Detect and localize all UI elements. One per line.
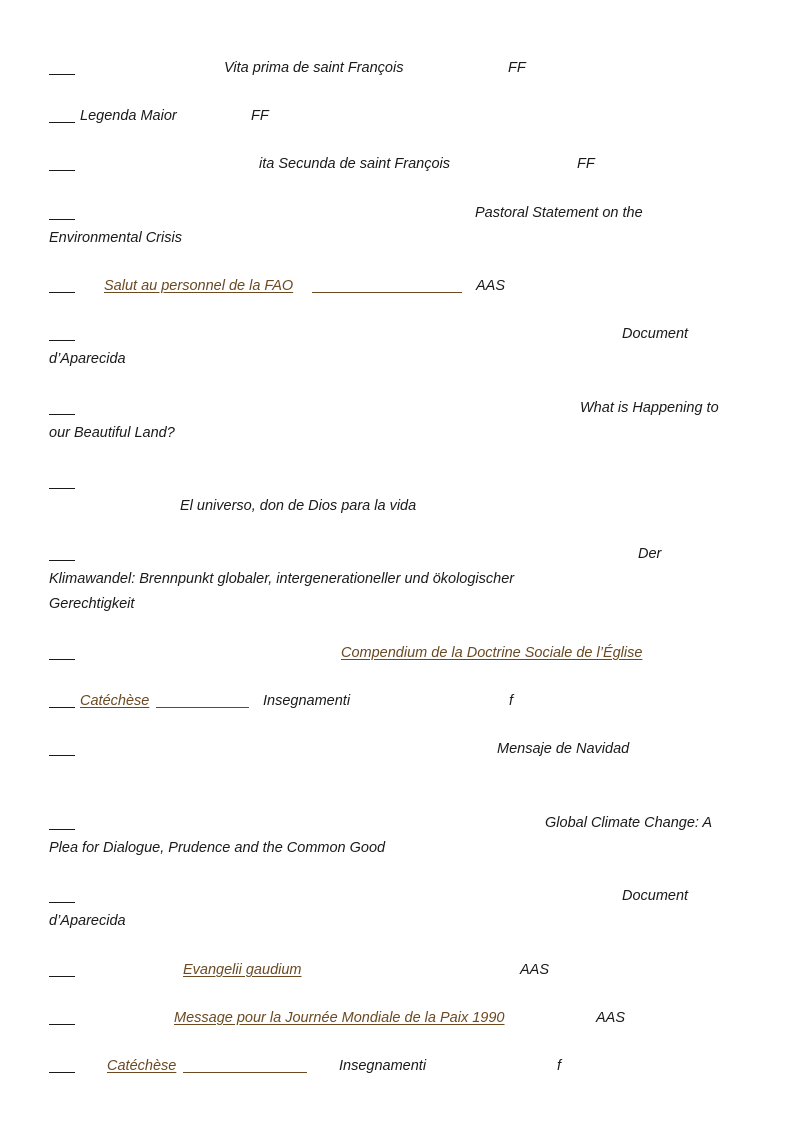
footnote-number-blank bbox=[49, 1024, 75, 1025]
footnote-number-blank bbox=[49, 902, 75, 903]
footnote-link[interactable]: Salut au personnel de la FAO bbox=[104, 278, 294, 294]
footnote-number-blank bbox=[49, 829, 75, 830]
footnote-title: ita Secunda de saint François bbox=[259, 156, 451, 172]
footnote-reference: FF bbox=[508, 60, 526, 76]
footnote-number-blank bbox=[49, 414, 75, 415]
footnote-title-continued: Klimawandel: Brennpunkt globaler, intergenerationeller und ökologischer bbox=[49, 571, 515, 587]
footnote-number-blank bbox=[49, 976, 75, 977]
footnote-reference: FF bbox=[251, 108, 269, 124]
footnote-title: Mensaje de Navidad bbox=[497, 741, 630, 757]
footnote-number-blank bbox=[49, 74, 75, 75]
footnote-number-blank bbox=[49, 219, 75, 220]
footnote-link[interactable]: Message pour la Journée Mondiale de la Paix 1990 bbox=[174, 1010, 505, 1026]
footnote-title: Der bbox=[638, 546, 662, 562]
footnote-reference: AAS bbox=[520, 962, 550, 978]
footnote-title-continued: d’Aparecida bbox=[49, 351, 126, 367]
link-underline-trail bbox=[183, 1072, 307, 1073]
footnote-number-blank bbox=[49, 659, 75, 660]
footnote-link[interactable]: Evangelii gaudium bbox=[183, 962, 302, 978]
footnote-title-continued: Environmental Crisis bbox=[49, 230, 182, 246]
footnote-number-blank bbox=[49, 560, 75, 561]
footnote-number-blank bbox=[49, 340, 75, 341]
footnote-number-blank bbox=[49, 1072, 75, 1073]
footnote-title: Legenda Maior bbox=[80, 108, 177, 124]
footnote-number-blank bbox=[49, 755, 75, 756]
footnote-title: What is Happening to bbox=[580, 400, 719, 416]
footnote-title-continued: Gerechtigkeit bbox=[49, 596, 135, 612]
footnote-title: El universo, don de Dios para la vida bbox=[180, 498, 417, 514]
footnote-title-continued: d’Aparecida bbox=[49, 913, 126, 929]
footnote-title: Vita prima de saint François bbox=[224, 60, 404, 76]
link-underline-trail bbox=[312, 292, 462, 293]
footnote-reference: AAS bbox=[476, 278, 506, 294]
footnote-number-blank bbox=[49, 170, 75, 171]
footnote-reference: AAS bbox=[596, 1010, 626, 1026]
footnote-link[interactable]: Compendium de la Doctrine Sociale de l’Église bbox=[341, 645, 643, 661]
footnote-title: Document bbox=[622, 326, 689, 342]
footnote-reference: FF bbox=[577, 156, 595, 172]
footnote-title-continued: Plea for Dialogue, Prudence and the Common Good bbox=[49, 840, 386, 856]
footnote-title-continued: our Beautiful Land? bbox=[49, 425, 175, 441]
footnote-number-blank bbox=[49, 292, 75, 293]
footnote-link[interactable]: Catéchèse bbox=[80, 693, 150, 709]
footnote-number-blank bbox=[49, 122, 75, 123]
footnote-number-blank bbox=[49, 707, 75, 708]
footnote-suffix: f bbox=[509, 693, 514, 709]
footnote-reference: Insegnamenti bbox=[263, 693, 351, 709]
footnote-link[interactable]: Catéchèse bbox=[107, 1058, 177, 1074]
footnote-suffix: f bbox=[557, 1058, 562, 1074]
footnote-title: Document bbox=[622, 888, 689, 904]
link-underline-trail bbox=[156, 707, 249, 708]
footnote-number-blank bbox=[49, 488, 75, 489]
footnote-title: Pastoral Statement on the bbox=[475, 205, 643, 221]
footnote-reference: Insegnamenti bbox=[339, 1058, 427, 1074]
footnote-title: Global Climate Change: A bbox=[545, 815, 713, 831]
